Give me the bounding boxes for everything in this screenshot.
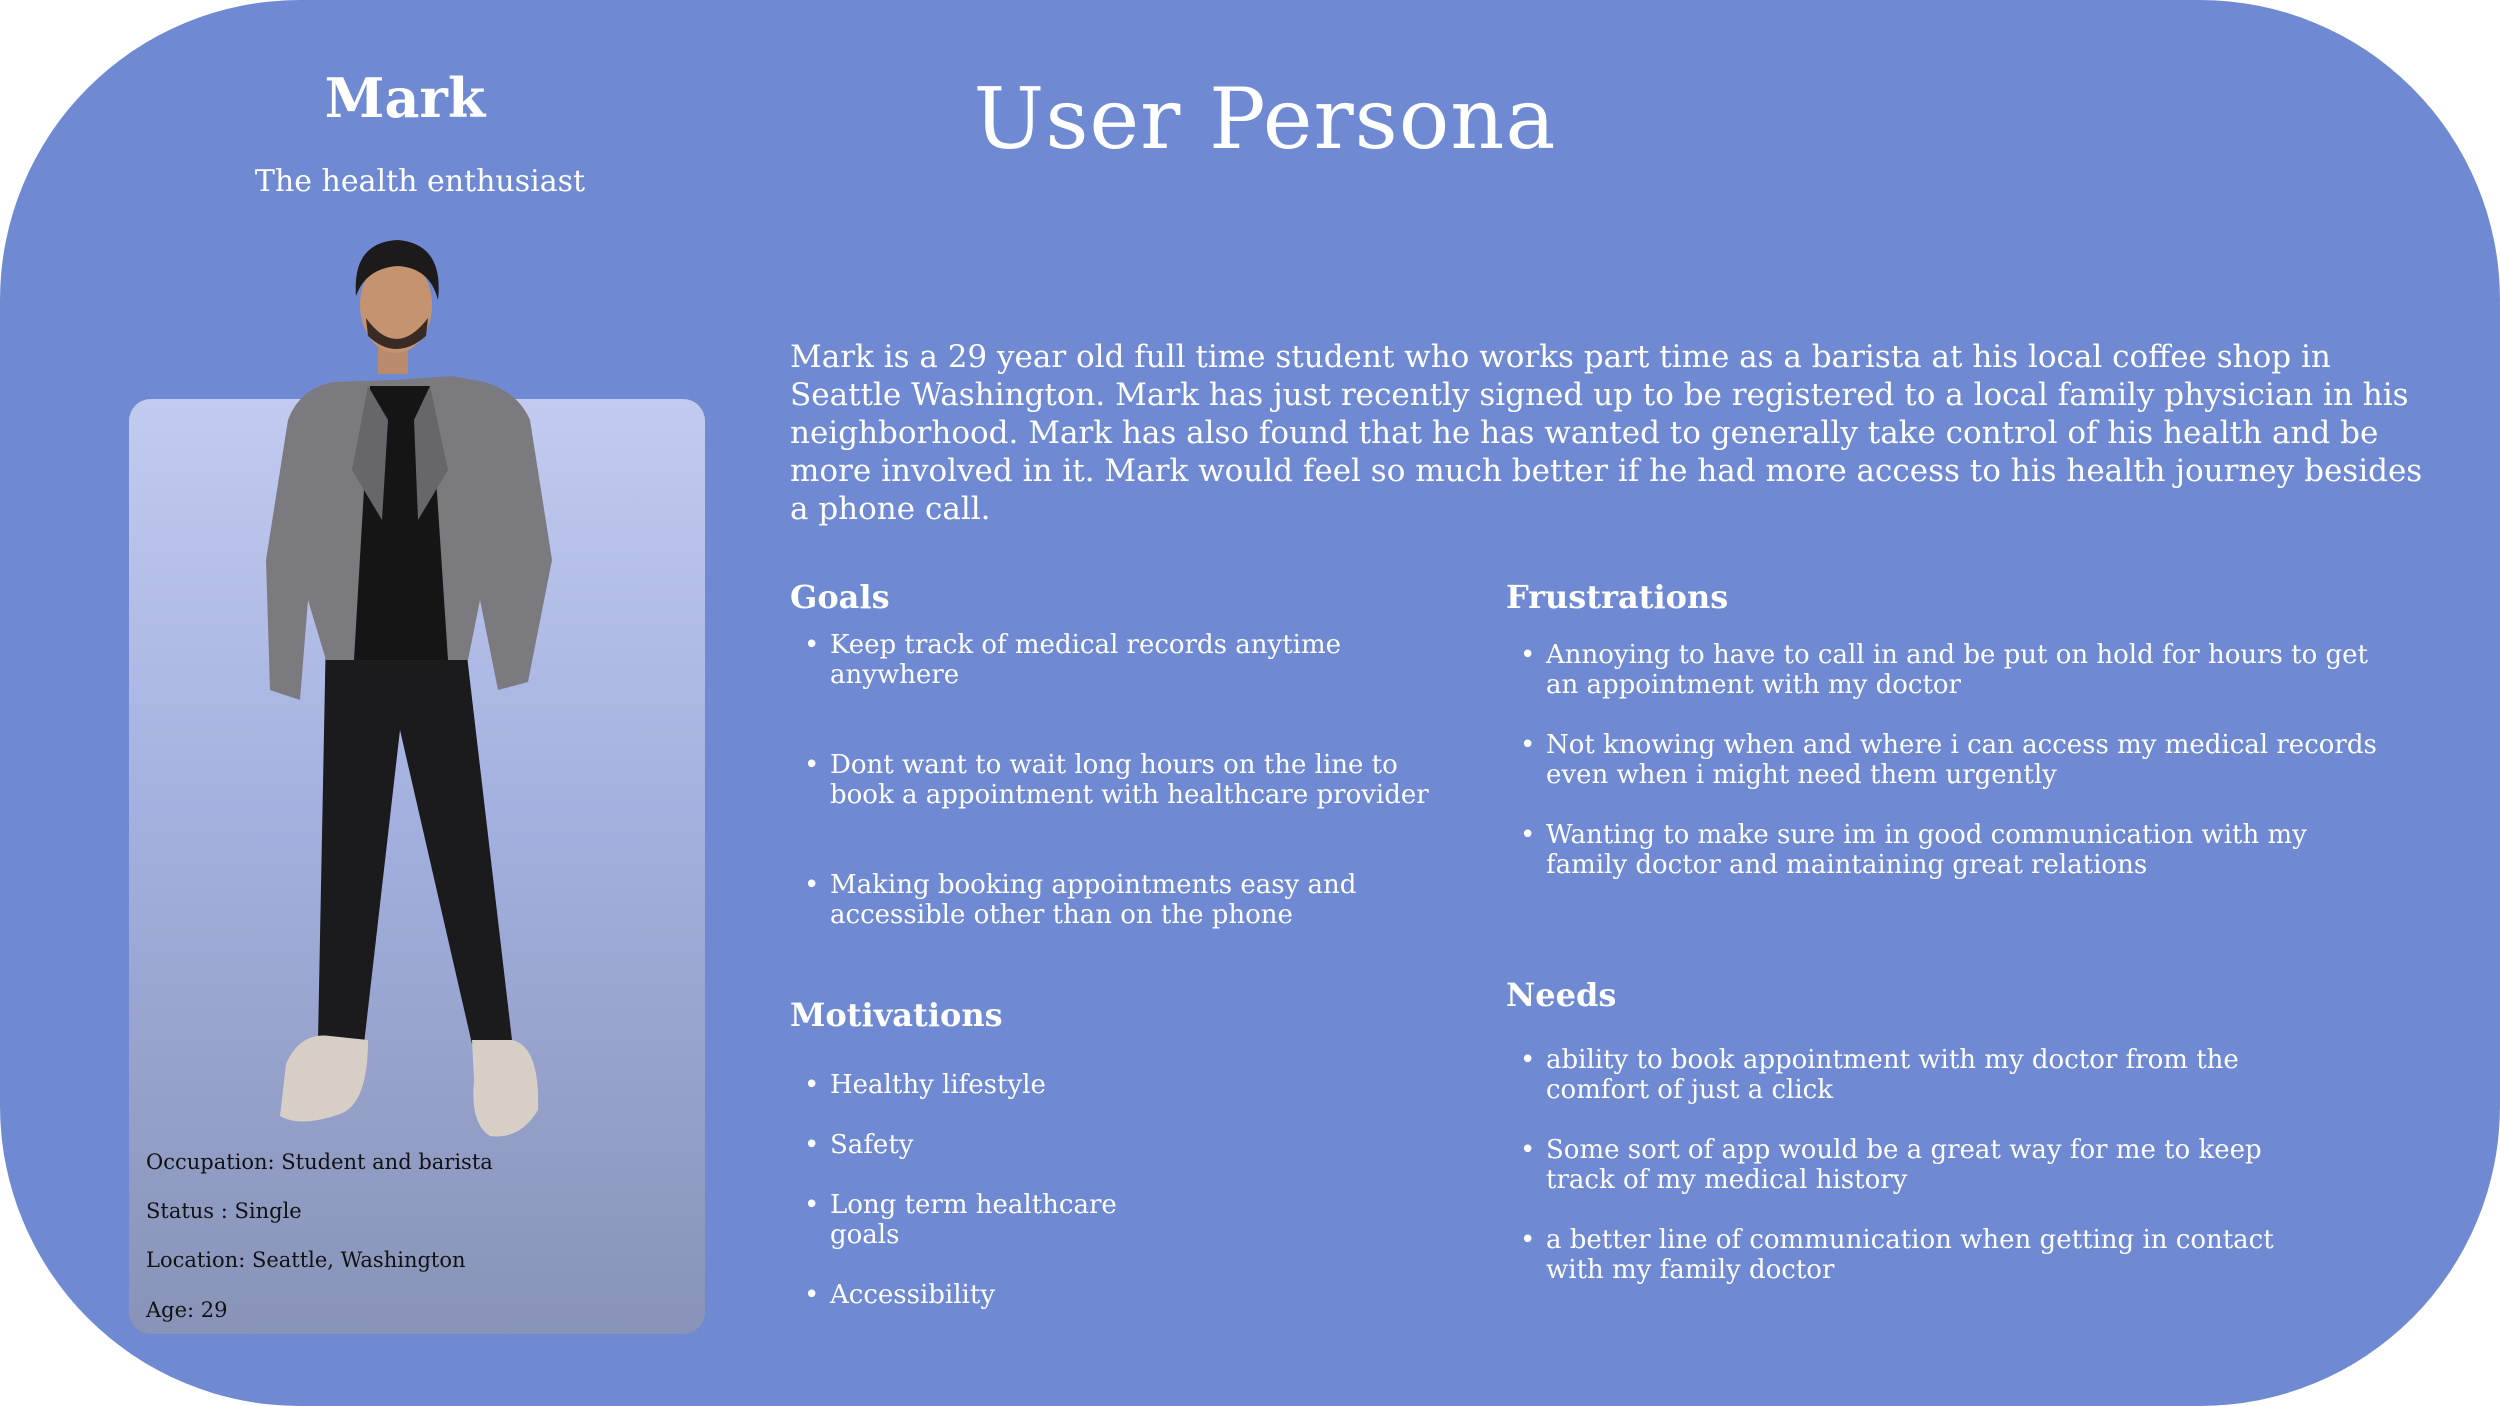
frustrations-list xyxy=(1506,640,2386,910)
list-item: • a better line of communication when getting in contact with my family doctor xyxy=(1506,1225,2306,1285)
profile-card xyxy=(129,399,705,1334)
list-item: • Dont want to wait long hours on the line to book a appointment with healthcare provider xyxy=(790,750,1430,810)
list-item: • ability to book appointment with my doctor from the comfort of just a click xyxy=(1506,1045,2306,1105)
list-item: • Long term healthcare goals xyxy=(790,1190,1190,1250)
occupation-text: Occupation: Student and barista xyxy=(146,1150,493,1174)
frustrations-title: Frustrations xyxy=(1506,578,1729,616)
persona-name: Mark xyxy=(324,66,486,130)
needs-list xyxy=(1506,1045,2306,1315)
goals-list xyxy=(790,630,1430,990)
persona-tagline: The health enthusiast xyxy=(254,164,586,199)
list-item: • Healthy lifestyle xyxy=(790,1070,1190,1100)
list-item: • Safety xyxy=(790,1130,1190,1160)
list-item: • Making booking appointments easy and accessible other than on the phone xyxy=(790,870,1430,930)
list-item: • Not knowing when and where i can access my medical records even when i might need them urgently xyxy=(1506,730,2386,790)
list-item: • Keep track of medical records anytime anywhere xyxy=(790,630,1430,690)
list-item: • Annoying to have to call in and be put on hold for hours to get an appointment with my doctor xyxy=(1506,640,2386,700)
persona-summary: Mark is a 29 year old full time student who works part time as a barista at his local coffee shop in Seattle Washington. Mark has just recently signed up to be registered to a local family physician in his neighborhood. Mark has also found that he has wanted to generally take control of his health and be more involved in it. Mark would feel so much better if he had more access to his health journey besides a phone call. xyxy=(790,339,2423,527)
page-title: User Persona xyxy=(973,70,1557,168)
age-text: Age: 29 xyxy=(146,1298,228,1322)
motivations-list xyxy=(790,1070,1190,1340)
goals-title: Goals xyxy=(790,578,890,616)
motivations-title: Motivations xyxy=(790,996,1003,1034)
list-item: • Wanting to make sure im in good communication with my family doctor and maintaining great relations xyxy=(1506,820,2386,880)
location-text: Location: Seattle, Washington xyxy=(146,1248,466,1272)
needs-title: Needs xyxy=(1506,976,1617,1014)
list-item: • Accessibility xyxy=(790,1280,1190,1310)
list-item: • Some sort of app would be a great way for me to keep track of my medical history xyxy=(1506,1135,2306,1195)
status-text: Status : Single xyxy=(146,1199,302,1223)
